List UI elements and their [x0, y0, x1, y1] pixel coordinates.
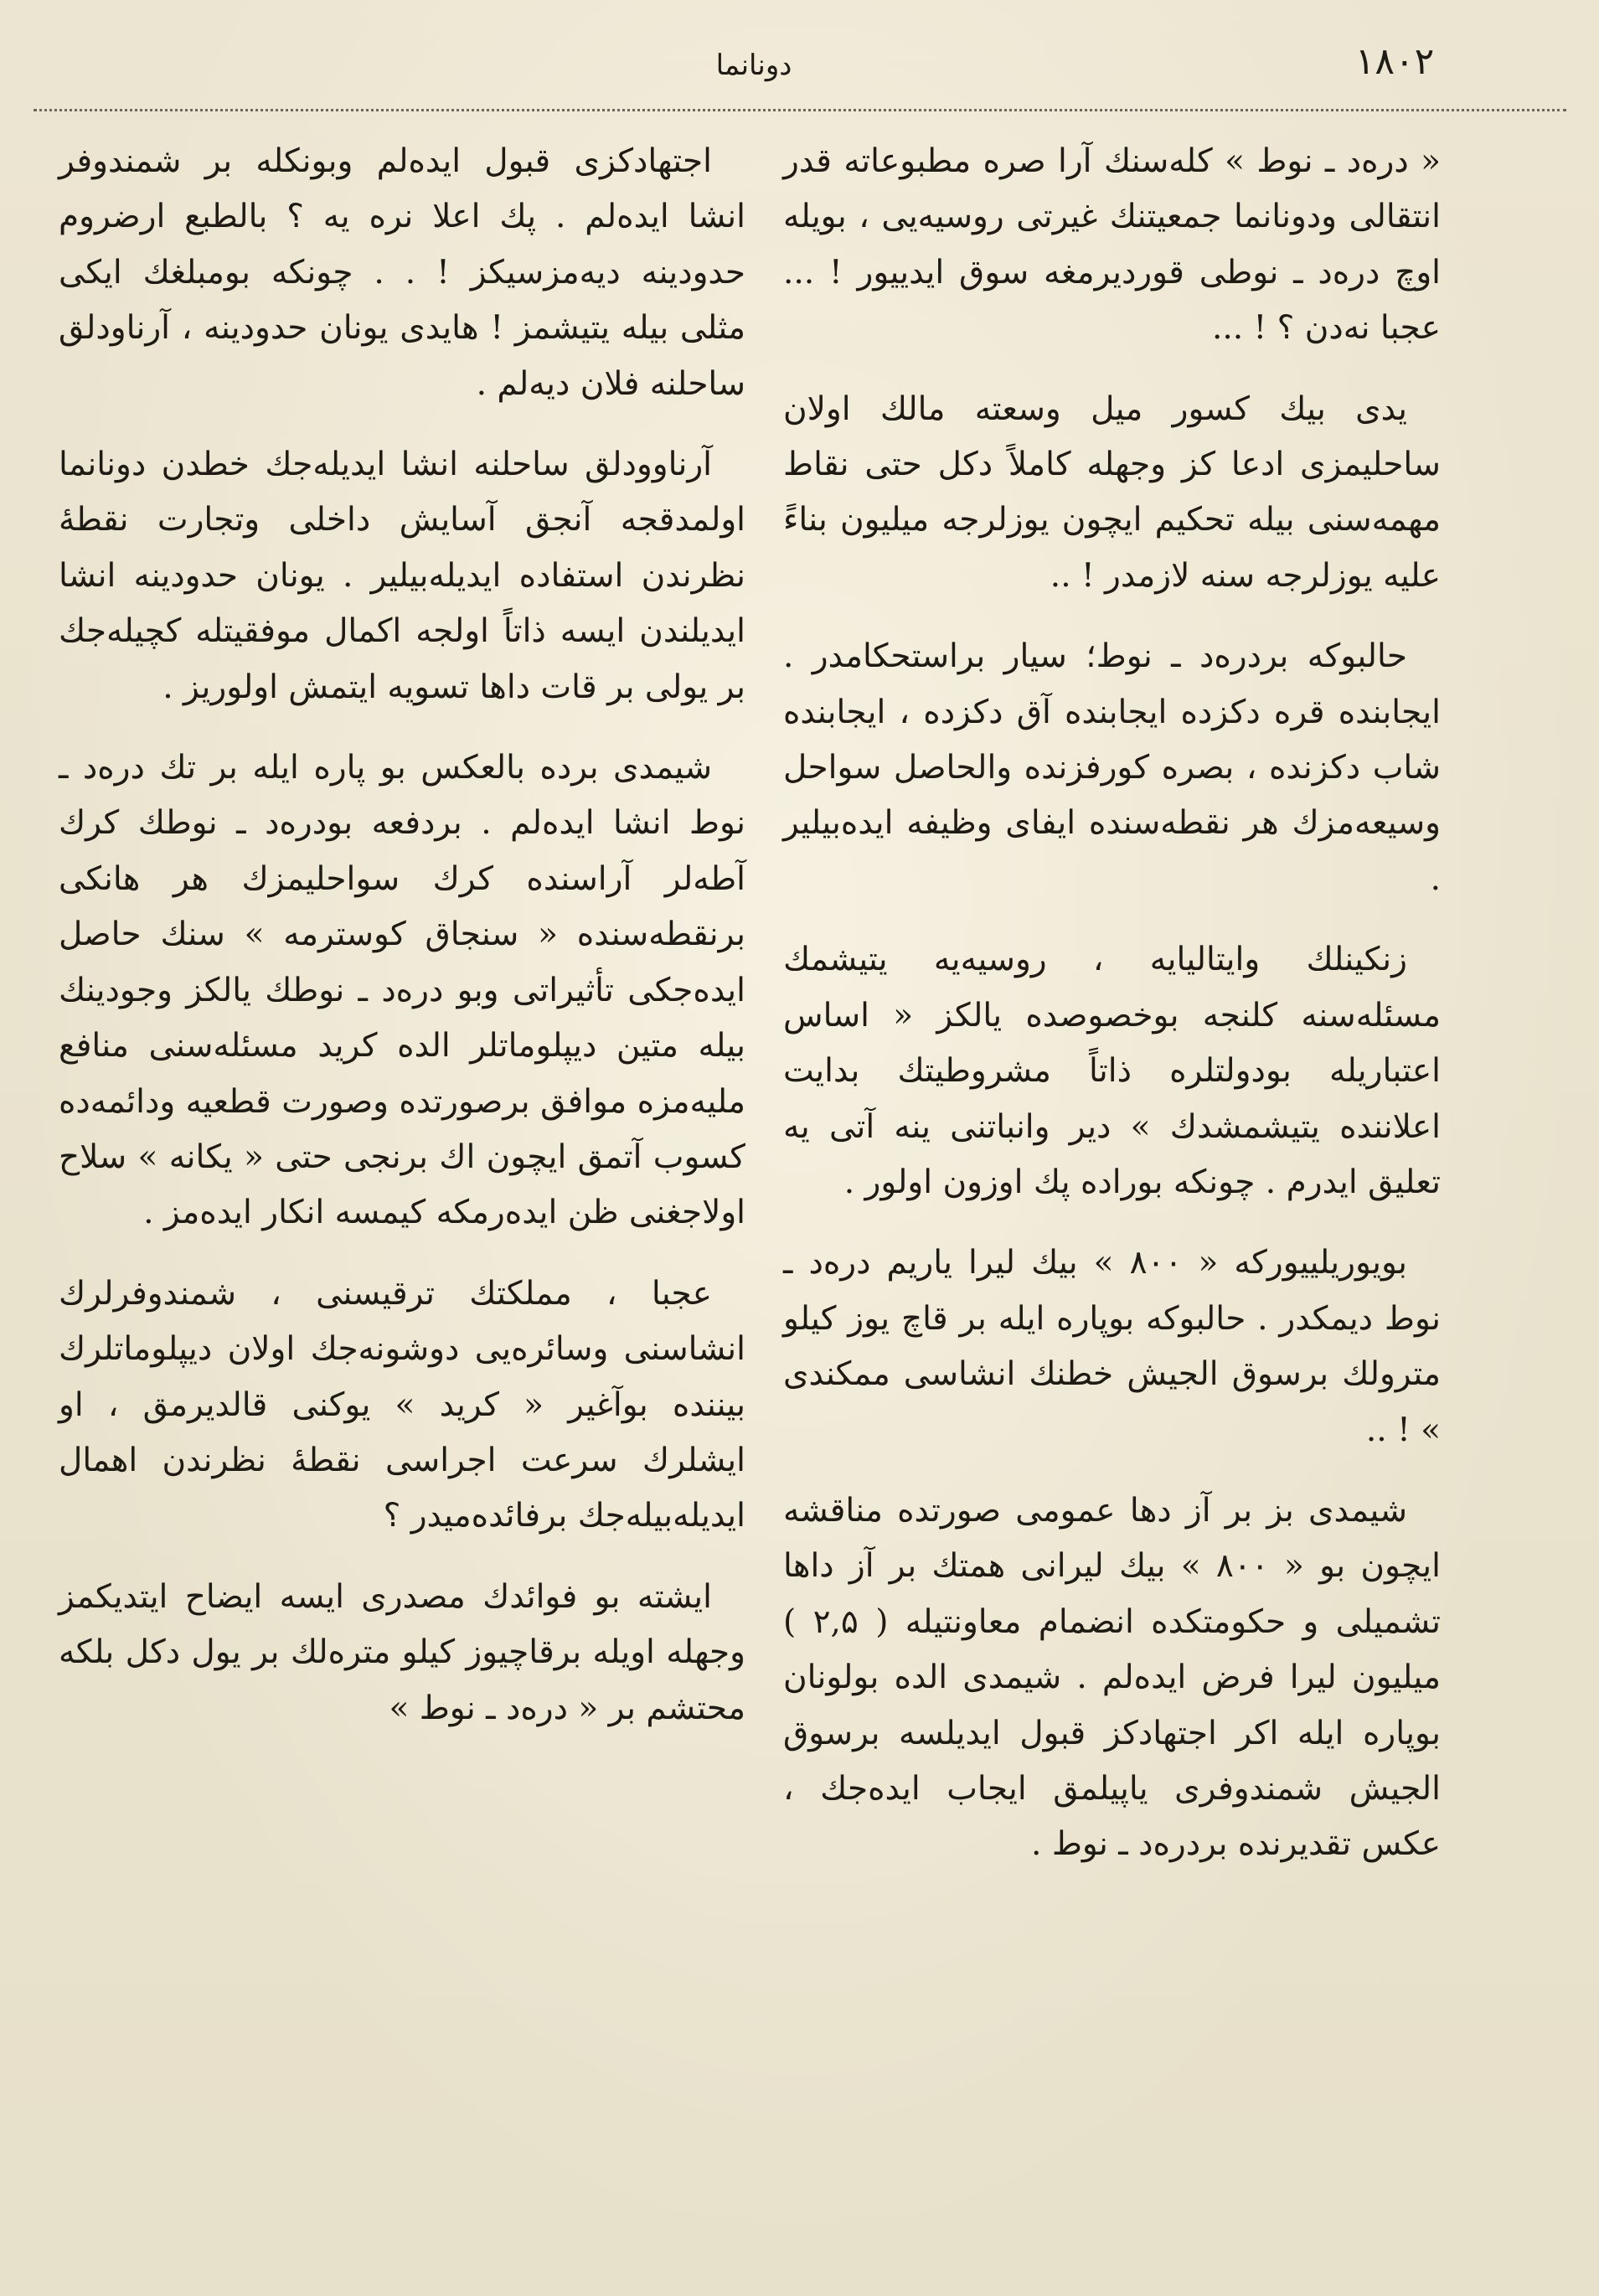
- paragraph: یدی بیك کسور میل وسعته مالك اولان ساحلیمزی ادعا کز وجهله کاملاً دکل حتی نقاط مهمەسنی بیله تحکیم ایچون یوزلرجه میلیون بناءً علیه یوزلرجه سنه لازمدر ! ..: [783, 390, 1441, 595]
- paragraph: اجتهادکزی قبول ایدەلم وبونکله بر شمندوفر انشا ایدەلم . پك اعلا نره یه ؟ بالطبع ارضروم حدودینه دیەمزسیکز ! . . چونکه بومبلغك ایکی مثلی بیله یتیشمز ! هایدی یونان حدودینه ، آرناودلق ساحلنه فلان دیەلم .: [59, 142, 745, 403]
- paragraph: شیمدی بز بر آز دها عمومی صورتده مناقشه ایچون بو « ۸۰۰ » بیك لیرانی همتك بر آز داها تشمیلی و حکومتكده انضمام معاونتیله ( ۲,۵ ) میلیون لیرا فرض ایدەلم . شیمدی الده بولونان بوپاره ایله اکر اجتهادکز قبول ایدیلسه برسوق الجیش شمندوفری یاپیلمق ایجاب ایدەجك ، عکس تقدیرنده بردرەد ـ نوط .: [783, 1491, 1441, 1864]
- paragraph: بویوریلیيورکه « ۸۰۰ » بیك لیرا یاریم درەد ـ نوط دیمکدر . حالبوکه بوپاره ایله بر قاچ یوز کیلو مترولك برسوق الجیش خطنك انشاسی ممکندی » ! ..: [783, 1244, 1441, 1449]
- paragraph: عجبا ، مملکتك ترقیسنی ، شمندوفرلرك انشاسنی وسائرەیی دوشونەجك اولان دیپلوماتلرك بیننده بوآغیر « کرید » یوکنی قالدیرمق ، او ایشلرك سرعت اجراسی نقطهٔ نظرندن اهمال ایدیلەبیلەجك برفائدەمیدر ؟: [59, 1274, 745, 1535]
- paragraph: زنکینلك وایتالیایه ، روسیەیه یتیشمك مسئلەسنه کلنجه بوخصوصده یالکز « اساس اعتباریله بودولتلره ذاتاً مشروطیتك بدایت اعلاننده یتیشمشدك » دیر وانباتنی ینه آتی یه تعلیق ایدرم . چونکه بوراده پك اوزون اولور .: [783, 941, 1441, 1201]
- paragraph: شیمدی برده بالعکس بو پاره ایله بر تك درەد ـ نوط انشا ایدەلم . بردفعه بودرەد ـ نوطك کرك آطەلر آراسنده کرك سواحلیمزك هر هانکی برنقطەسنده « سنجاق کوسترمه » سنك حاصل ایدەجکی تأثیراتی وبو درەد ـ نوطك یالکز وجودینك بیله متین دیپلوماتلر الده کرید مسئلەسنی منافع ملیەمزه موافق برصورتده وصورت قطعیه ودائمەده کسوب آتمق ایچون اك برنجی حتی « یکانه » سلاح اولاجغنی ظن ایدەرمکه کیمسه انکار ایدەمز .: [59, 749, 745, 1232]
- left-column: [59, 134, 745, 1762]
- header-divider: [34, 109, 1566, 111]
- right-column: [783, 134, 1441, 1898]
- paragraph: حالبوکه بردرەد ـ نوط؛ سیار براستحکامدر . ایجابنده قره دکزده ایجابنده آق دکزده ، ایجابنده شاب دکزنده ، بصره کورفزنده والحاصل سواحل وسیعەمزك هر نقطەسنده ایفای وظیفه ایدەبیلیر .: [783, 637, 1441, 898]
- running-title: دونانما: [715, 49, 792, 82]
- paragraph: ایشته بو فوائدك مصدری ایسه ایضاح ایتدیکمز وجهله اویله برقاچیوز کیلو مترەلك بر یول دکل بلکه محتشم بر « درەد ـ نوط »: [59, 1577, 745, 1727]
- paragraph: « درەد ـ نوط » کلەسنك آرا صره مطبوعاته قدر انتقالی ودونانما جمعیتنك غیرتی روسیەیی ، بویله اوچ درەد ـ نوطی قوردیرمغه سوق ایدیيور ! ... عجبا نەدن ؟ ! ...: [783, 142, 1441, 348]
- paragraph: آرناوودلق ساحلنه انشا ایدیلەجك خطدن دونانما اولمدقجه آنجق آسایش داخلی وتجارت نقطهٔ نظرندن استفاده ایدیلەبیلیر . یونان حدودینه انشا ایدیلندن ایسه ذاتاً اولجه اکمال موفقیتله کچیلەجك بر یولی بر قات داها تسویه ایتمش اولوریز .: [59, 446, 745, 706]
- page-number: ۱۸۰۲: [1354, 40, 1435, 83]
